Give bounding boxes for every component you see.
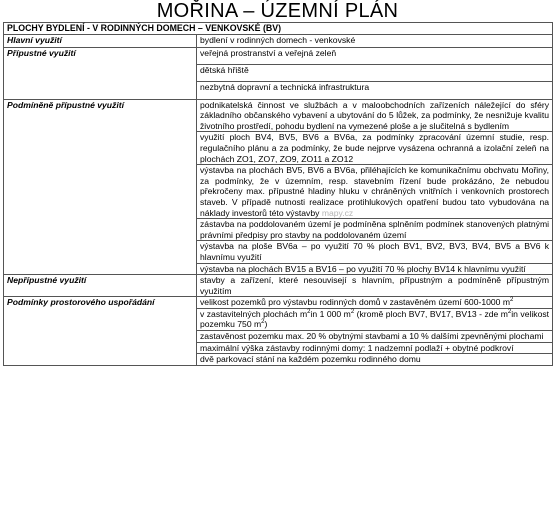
row-value: dvě parkovací stání na každém pozemku rodinného domu bbox=[197, 354, 553, 366]
page-title: MOŘINA – ÚZEMNÍ PLÁN bbox=[156, 0, 399, 22]
row-value: zastavěnost pozemku max. 20 % obytnými stavbami a 10 % dalšími zpevněnými plochami bbox=[197, 331, 553, 343]
watermark-text: mapy.cz bbox=[321, 207, 354, 218]
row-value-text: velikost pozemků pro výstavbu rodinných domů v zastavěném území 600-1000 m bbox=[200, 297, 511, 308]
table-row bbox=[4, 297, 553, 309]
row-value: veřejná prostranství a veřejná zeleň bbox=[197, 47, 553, 64]
row-label: Podmínky prostorového uspořádání bbox=[4, 297, 197, 366]
row-value: bydlení v rodinných domech - venkovské bbox=[197, 34, 553, 47]
row-value-text: výstavba na plochách BV5, BV6 a BV6a, přiléhajících ke komunikačnímu obchvatu Mořiny, za podmínky, že v územním, resp. stavebním řízení bude prokázáno, že nebudou překročeny max. přípustné hladiny hluku v chráněných vnitřních i venkovních prostorech staveb. V případě nutnosti realizace protihlukových opatření budou tato vybudována na náklady investorů této výstavby bbox=[200, 165, 550, 218]
section-header: PLOCHY BYDLENÍ - V RODINNÝCH DOMECH – VENKOVSKÉ (BV) bbox=[4, 23, 553, 35]
row-label: Nepřípustné využití bbox=[4, 275, 197, 297]
row-value-text: v zastavitelných plochách $m^2in$ 1 000 $m^2$ (kromě ploch BV7, BV17, BV13 - zde $m^2in$ velikost pozemku 750 $m^2$) bbox=[200, 308, 550, 330]
zoning-table bbox=[3, 22, 553, 366]
superscript: 2 bbox=[507, 309, 512, 316]
row-value bbox=[197, 297, 553, 309]
row-label: Hlavní využití bbox=[4, 34, 197, 47]
row-label: Podmíněně přípustné využití bbox=[4, 99, 197, 275]
table-row bbox=[4, 23, 553, 35]
row-value: podnikatelská činnost ve službách a v maloobchodních zařízeních náležející do sféry základního občanského vybavení a ubytování do 5 lůžek, za podmínky, že nesnižuje kvalitu životního prostředí, pohodu bydlení na vymezené ploše a je slučitelná s bydlením bbox=[197, 99, 553, 132]
row-value: využití ploch BV4, BV5, BV6 a BV6a, za podmínky zpracování územní studie, resp. regulačního plánu a za podmínky, že bude nejprve vysázena ochranná a izolační zeleň na plochách ZO1, ZO7, ZO9, ZO11 a ZO12 bbox=[197, 132, 553, 165]
superscript: 2 bbox=[350, 309, 355, 316]
row-label: Přípustné využití bbox=[4, 47, 197, 99]
row-value bbox=[197, 308, 553, 330]
row-value: výstavba na plochách BV15 a BV16 – po využití 70 % plochy BV14 k hlavnímu využití bbox=[197, 263, 553, 275]
row-value: dětská hřiště bbox=[197, 64, 553, 81]
row-value: nezbytná dopravní a technická infrastruktura bbox=[197, 81, 553, 99]
table-row bbox=[4, 99, 553, 132]
row-value: výstavba na ploše BV6a – po využití 70 % ploch BV1, BV2, BV3, BV4, BV5 a BV6 k hlavnímu využití bbox=[197, 241, 553, 263]
row-value: maximální výška zástavby rodinnými domy: 1 nadzemní podlaží + obytné podkroví bbox=[197, 342, 553, 354]
superscript: 2 bbox=[307, 309, 311, 316]
table-row bbox=[4, 34, 553, 47]
superscript: 2 bbox=[510, 297, 514, 304]
row-value bbox=[197, 165, 553, 219]
row-value: zástavba na poddolovaném území je podmíněna splněním podmínek stanovených platnými právními předpisy pro stavby na poddolovaném území bbox=[197, 219, 553, 241]
superscript: 2 bbox=[261, 319, 265, 326]
row-value: stavby a zařízení, které nesouvisejí s hlavním, přípustným a podmíněně přípustným využitím bbox=[197, 275, 553, 297]
table-row bbox=[4, 275, 553, 297]
table-row bbox=[4, 47, 553, 64]
